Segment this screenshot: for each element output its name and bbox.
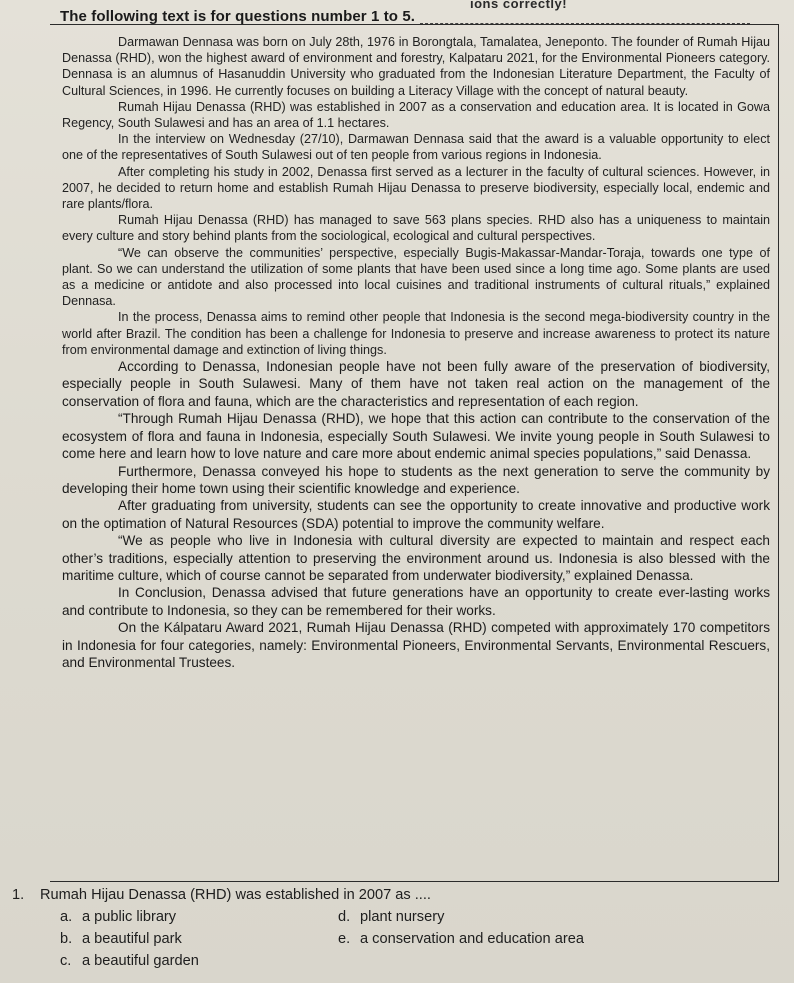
option-e[interactable] <box>338 928 584 950</box>
option-b-text: a beautiful park <box>82 931 182 947</box>
question-number: 1. <box>12 887 25 903</box>
paragraph-1: Darmawan Dennasa was born on July 28th, 1976 in Borongtala, Tamalatea, Jeneponto. The founder of Rumah Hijau Denassa (RHD), won the highest award of environment and forestry, Kalpataru 2021, for the Environmental Pioneers category. Dennasa is an alumnus of Hasanuddin University who graduated from the Indonesian Literature Department, the Faculty of Cultural Sciences, in 1996. He currently focuses on building a Literacy Village with the concept of natural beauty. <box>62 35 770 98</box>
paragraph-7: In the process, Denassa aims to remind other people that Indonesia is the second mega-biodiversity country in the world after Brazil. The condition has been a challenge for Indonesia to preserve and increase awareness to protect its nature from environmental damage and extinction of living things. <box>62 310 770 357</box>
option-b[interactable] <box>60 928 182 950</box>
paragraph-3: In the interview on Wednesday (27/10), Darmawan Dennasa said that the award is a valuable opportunity to elect one of the representatives of South Sulawesi out of ten people from various regions in Indonesia. <box>62 132 770 163</box>
option-a[interactable] <box>60 906 176 928</box>
options-row-1 <box>12 906 782 928</box>
paragraph-11: After graduating from university, students can see the opportunity to create innovative and productive work on the optimation of Natural Resources (SDA) potential to improve the community welfare. <box>62 498 770 531</box>
option-c-text: a beautiful garden <box>82 953 199 969</box>
option-a-letter: a. <box>60 909 73 925</box>
question-1 <box>12 884 782 972</box>
paragraph-10: Furthermore, Denassa conveyed his hope to students as the next generation to serve the community by developing their home town using their scientific knowledge and experience. <box>62 463 770 496</box>
question-stem: Rumah Hijau Denassa (RHD) was established in 2007 as .... <box>40 887 431 903</box>
passage-heading: The following text is for questions number 1 to 5. <box>60 8 416 25</box>
paragraph-9: “Through Rumah Hijau Denassa (RHD), we hope that this action can contribute to the conservation of the ecosystem of flora and fauna in Indonesia, especially South Sulawesi. We invite young people in South Sulawesi to come here and learn how to love nature and care more about endemic animal species populations,” said Denassa. <box>62 411 770 462</box>
option-c[interactable] <box>60 950 199 972</box>
option-a-text: a public library <box>82 909 177 925</box>
paragraph-4: After completing his study in 2002, Denassa first served as a lecturer in the faculty of cultural sciences. However, in 2007, he decided to return home and establish Rumah Hijau Denassa to preserve biodiversity, especially local, endemic and rare plants/flora. <box>62 164 770 212</box>
option-d-text: plant nursery <box>360 909 445 925</box>
paragraph-13: In Conclusion, Denassa advised that future generations have an opportunity to create ever-lasting works and contribute to Indonesia, so they can be remembered for their works. <box>62 585 770 618</box>
option-c-letter: c. <box>60 953 72 969</box>
option-b-letter: b. <box>60 931 73 947</box>
option-e-text: a conservation and education area <box>360 931 584 947</box>
options-row-2 <box>12 928 782 950</box>
paragraph-2: Rumah Hijau Denassa (RHD) was established in 2007 as a conservation and education area. It is located in Gowa Regency, South Sulawesi and has an area of 1.1 hectares. <box>62 99 770 131</box>
options-row-3 <box>12 950 782 972</box>
option-d-letter: d. <box>338 909 351 925</box>
option-d[interactable] <box>338 906 444 928</box>
option-e-letter: e. <box>338 931 351 947</box>
paragraph-8: According to Denassa, Indonesian people have not been fully aware of the preservation of biodiversity, especially people in South Sulawesi. Many of them have not taken real action on the management of the conservation of flora and fauna, which are the characteristics and representation of each region. <box>62 359 770 409</box>
paragraph-14: On the Kálpataru Award 2021, Rumah Hijau Denassa (RHD) competed with approximately 170 competitors in Indonesia for four categories, namely: Environmental Pioneers, Environmental Servants, Environmental Rescuers, and Environmental Trustees. <box>62 620 770 670</box>
top-instruction-fragment: ions correctly! <box>470 0 568 11</box>
paragraph-6: “We can observe the communities’ perspective, especially Bugis-Makassar-Mandar-Toraja, towards one type of plant. So we can understand the utilization of some plants that have been used since a long time ago. Some plants are used as a medicine or antidote and also processed into local cuisines and traditional instruments of cultural rituals,” explained Dennasa. <box>62 245 770 309</box>
paragraph-12: “We as people who live in Indonesia with cultural diversity are expected to maintain and respect each other’s traditions, especially attention to preserving the environment around us. Indonesia is also blessed with the maritime culture, which of course cannot be separated from underwater biodiversity,” explained Denassa. <box>62 533 770 583</box>
paragraph-5: Rumah Hijau Denassa (RHD) has managed to save 563 plans species. RHD also has a uniqueness to maintain every culture and story behind plants from the sociological, ecological and cultural perspectives. <box>62 213 770 244</box>
reading-passage <box>62 34 770 671</box>
question-stem-row <box>12 884 782 906</box>
